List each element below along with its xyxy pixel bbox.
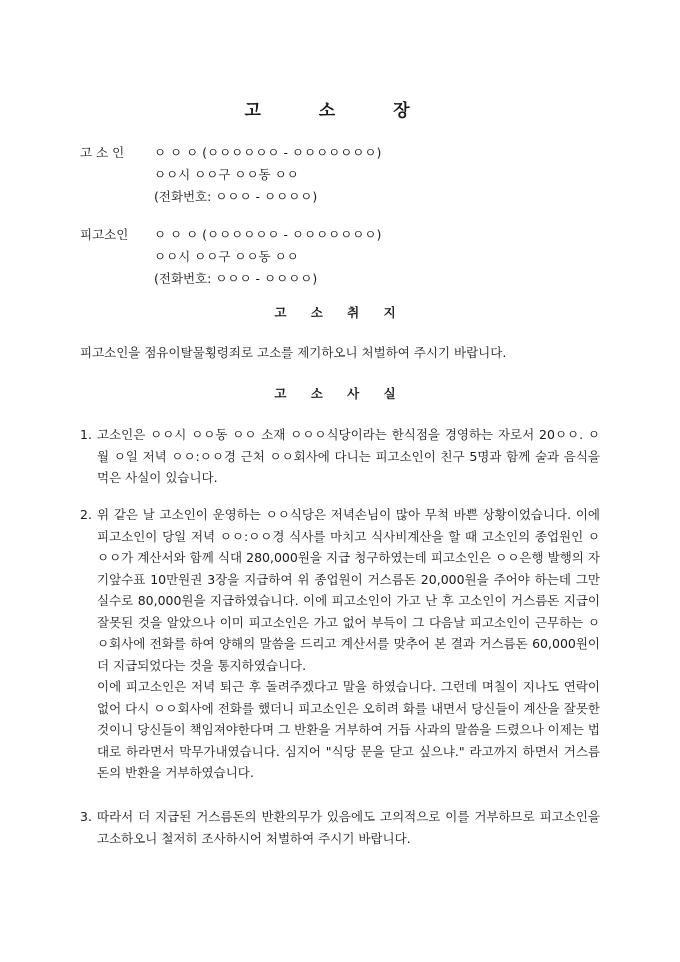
accused-phone: (전화번호: ㅇㅇㅇ - ㅇㅇㅇㅇ) bbox=[154, 271, 318, 286]
fact-number: 2. bbox=[80, 507, 92, 522]
fact-continuation-text: 이에 피고소인은 저녁 퇴근 후 돌려주겠다고 말을 하였습니다. 그런데 며칠이 지나도 연락이 없어 다시 ㅇㅇ회사에 전화를 했더니 피고소인은 오히려 화를 내면서 당신들이 계산을 잘못한 것이니 당신들이 책임져야한다며 그 반환을 거부하여 거듭 사과의 말씀을 드렸으나 이제는 법대로 하라면서 막무가내였습니다. 심지어 "식당 문을 닫고 싶으냐." 라고까지 하면서 거스름돈의 반환을 거부하였습니다. bbox=[97, 679, 600, 780]
fact-item-3 bbox=[80, 806, 600, 849]
complainant-address: ㅇㅇ시 ㅇㅇ구 ㅇㅇ동 ㅇㅇ bbox=[154, 167, 299, 182]
purpose-heading: 고 소 취 지 bbox=[274, 305, 406, 320]
fact-number: 1. bbox=[80, 427, 92, 442]
complainant-label: 고 소 인 bbox=[80, 145, 125, 160]
purpose-text: 피고소인을 점유이탈물횡령죄로 고소를 제기하오니 처벌하여 주시기 바랍니다. bbox=[80, 345, 507, 360]
fact-item-1 bbox=[80, 424, 600, 489]
fact-item-2 bbox=[80, 504, 600, 784]
facts-heading: 고 소 사 실 bbox=[274, 386, 406, 401]
complainant-name-id: ㅇ ㅇ ㅇ (ㅇㅇㅇㅇㅇㅇ - ㅇㅇㅇㅇㅇㅇㅇ) bbox=[154, 145, 382, 160]
fact-number: 3. bbox=[80, 809, 92, 824]
fact-text: 따라서 더 지급된 거스름돈의 반환의무가 있음에도 고의적으로 이를 거부하므로 피고소인을 고소하오니 철저히 조사하시어 처벌하여 주시기 바랍니다. bbox=[97, 809, 600, 846]
fact-text: 고소인은 ㅇㅇ시 ㅇㅇ동 ㅇㅇ 소재 ㅇㅇㅇ식당이라는 한식점을 경영하는 자로서 20ㅇㅇ. ㅇ월 ㅇ일 저녁 ㅇㅇ:ㅇㅇ경 근처 ㅇㅇ회사에 다니는 피고소인이 친구 5명과 함께 술과 음식을 먹은 사실이 있습니다. bbox=[97, 427, 600, 485]
complainant-phone: (전화번호: ㅇㅇㅇ - ㅇㅇㅇㅇ) bbox=[154, 189, 318, 204]
accused-name-id: ㅇ ㅇ ㅇ (ㅇㅇㅇㅇㅇㅇ - ㅇㅇㅇㅇㅇㅇㅇ) bbox=[154, 227, 382, 242]
document-title: 고 소 장 bbox=[244, 101, 436, 121]
fact-text: 위 같은 날 고소인이 운영하는 ㅇㅇ식당은 저녁손님이 많아 무척 바쁜 상황이었습니다. 이에 피고소인이 당일 저녁 ㅇㅇ:ㅇㅇ경 식사를 마치고 식사비계산을 할 때 고소인의 종업원인 ㅇㅇㅇ가 계산서와 함께 식대 280,000원을 지급 청구하였는데 피고소인은 ㅇㅇ은행 발행의 자기앞수표 10만원권 3장을 지급하여 위 종업원이 거스름돈 20,000원을 주어야 하는데 그만 실수로 80,000원을 지급하였습니다. 이에 피고소인이 가고 난 후 고소인이 거스름돈 지급이 잘못된 것을 알았으나 이미 피고소인은 가고 없어 부득이 그 다음날 피고소인이 근무하는 ㅇㅇ회사에 전화를 하여 양해의 말씀을 드리고 계산서를 맞추어 본 결과 거스름돈 60,000원이 더 지급되었다는 것을 통지하였습니다. bbox=[97, 507, 600, 673]
accused-label: 피고소인 bbox=[80, 227, 129, 242]
accused-address: ㅇㅇ시 ㅇㅇ구 ㅇㅇ동 ㅇㅇ bbox=[154, 249, 299, 264]
